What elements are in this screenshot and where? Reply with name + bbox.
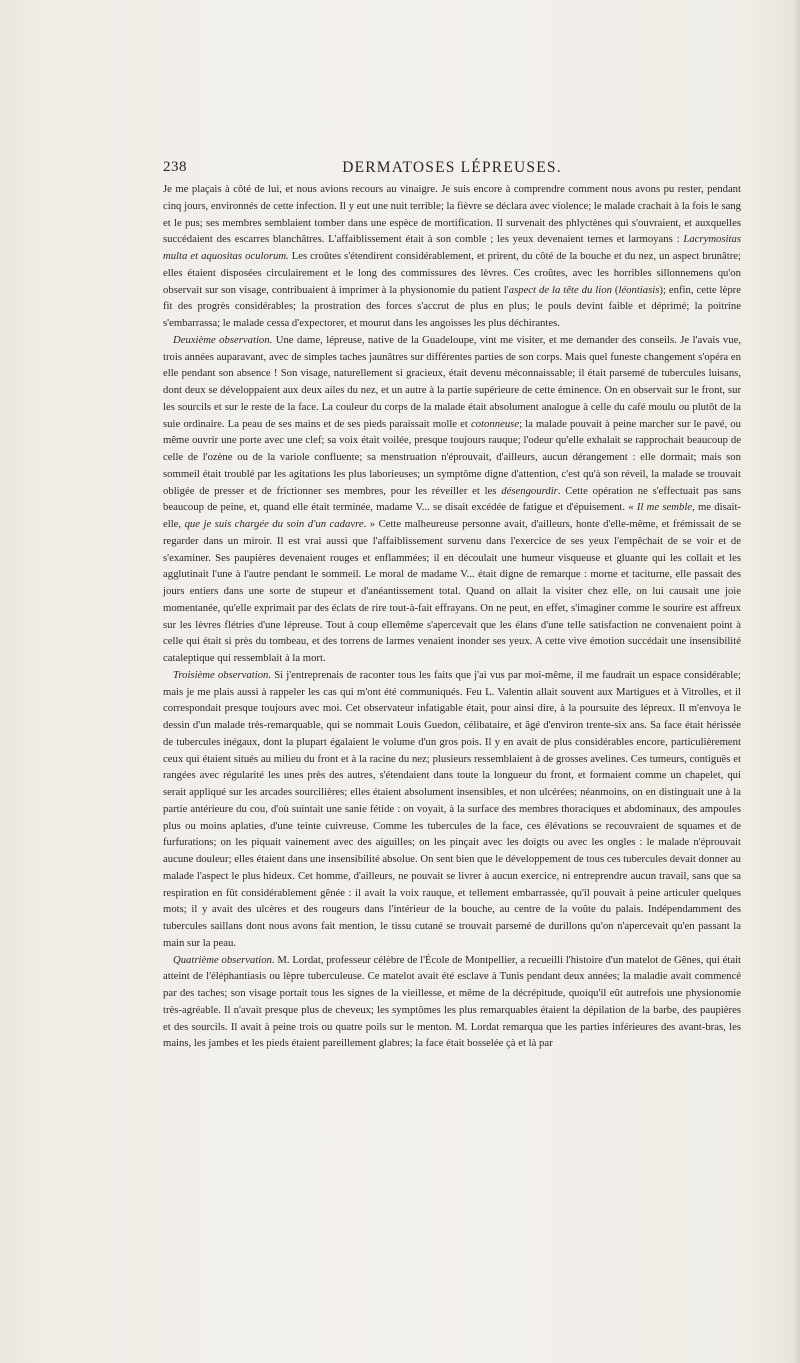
body-text (163, 181, 741, 1052)
text-run: Je me plaçais à côté de lui, et nous avions recours au vinaigre. Je suis encore à comprendre comment nous avons pu rester, pendant cinq jours, environnés de cette infection. Il y eut une nuit terrible; la fièvre se déclara avec violence; le malade crachait à la fois le sang et le pus; ses membres semblaient tomber dans une espèce de mortification. Il survenait des phlyctènes qui s'ouvraient, et auxquelles succédaient des escarres blanchâtres. L'affaiblissement était à son comble ; les yeux devenaient ternes et larmoyans : (163, 183, 741, 246)
running-title: DERMATOSES LÉPREUSES. (342, 159, 562, 176)
italic-run: Il me semble (636, 501, 693, 514)
italic-run: désengourdir (501, 484, 558, 497)
italic-run: cotonneuse (471, 417, 520, 430)
page-header (163, 159, 741, 181)
italic-run: Lacrymositas multa et aquositas oculorum. (163, 233, 741, 262)
italic-run: léontiasis (618, 283, 660, 296)
text-run: ; la malade pouvait à peine marcher sur le pavé, ou même ouvrir une porte avec une clef; sa voix était voilée, presque toujours rauque; l'odeur qu'elle exhalait se rapprochait beaucoup de celle de l'ozène ou de la variole confluente; sa menstruation n'éprouvait, d'ailleurs, aucun dérangement : elle dormait; mais son sommeil était troublé par les agitations les plus laborieuses; un symptôme digne d'attention, c'est qu'à son réveil, la malade se trouvait obligée de presser et de frictionner ses membres, pour les réveiller et les (163, 417, 741, 497)
paragraph-second-observation (163, 332, 741, 667)
italic-run: Quatrième observation. (173, 953, 275, 966)
text-run: M. Lordat, professeur célèbre de l'École de Montpellier, a recueilli l'histoire d'un matelot de Gênes, qui était atteint de l'éléphantiasis ou lèpre tuberculeuse. Ce matelot avait été esclave à Tunis pendant deux années; la maladie avait commencé par des taches; son visage portait tous les signes de la vieillesse, et même de la décrépitude, quoiqu'il eût autrefois une physionomie très-agréable. Il n'avait presque plus de cheveux; les symptômes les plus remarquables étaient la dépilation de la barbe, des paupières et des sourcils. Il avait à peine trois ou quatre poils sur le menton. M. Lordat remarqua que les parties inférieures des avant-bras, les mains, les jambes et les pieds étaient pareillement glabres; la face était bosselée çà et là par (163, 953, 742, 1050)
italic-run: aspect de la tête du lion (508, 283, 612, 296)
italic-run: que je suis chargée du soin d'un cadavre (184, 518, 364, 530)
text-run: Les croûtes s'étendirent considérablement, et prirent, du côté de la bouche et du nez, un aspect brunâtre; elles étaient disposées circulairement et le long des commissures des lèvres. Ces croûtes, avec les horribles sillonnemens qu'on observait sur son visage, contribuaient à imprimer à la physionomie du patient l' (163, 250, 741, 296)
text-run: ( (611, 283, 619, 296)
text-run: . » Cette malheureuse personne avait, d'ailleurs, honte d'elle-même, et frémissait de se regarder dans un miroir. Il est vrai aussi que l'affaiblissement survenu dans l'exercice de ses yeux l'empêchait de se voir et de s'examiner. Ses paupières devenaient rouges et enflammées; il en découlait une humeur visqueuse et gluante qui les collait et les agglutinait l'une à l'autre pendant le sommeil. Le moral de madame V... était digne de remarque : morne et taciturne, elle passait des jours entiers dans une sorte de stupeur et d'anéantissement total. Quand on allait la visiter chez elle, on lui causait une joie momentanée, qu'elle exprimait par des éclats de rire tout-à-fait effrayans. On ne peut, en effet, s'imaginer comme le sourire est affreux sur les lèvres flétries d'une lépreuse. Tout à coup ellemême s'apercevait que les élans d'une telle satisfaction ne convenaient point à celle qui était si près du tombeau, et des torrens de larmes venaient inonder ses yeux. A cette vive émotion succédait une insensibilité cataleptique qui ressemblait à la mort. (163, 518, 741, 664)
italic-run: Troisième observation. (173, 668, 272, 681)
text-run: Une dame, lépreuse, native de la Guadeloupe, vint me visiter, et me demander des conseils. Je l'avais vue, trois années auparavant, avec de simples taches jaunâtres sur différentes parties de son corps. Mais quel funeste changement s'opéra en elle pendant son absence ! Son visage, naturellement si gracieux, était devenu méconnaissable; il était parsemé de tubercules luisans, dont deux se développaient aux deux ailes du nez, et un autre à la partie supérieure de cette éminence. On en observait sur le front, sur les sourcils et sur le reste de la face. La couleur du corps de la malade était absolument analogue à celle du café moulu ou plutôt de la suie ordinaire. La peau de ses mains et de ses pieds paraissait molle et (163, 333, 741, 430)
paragraph-third-observation (163, 667, 741, 952)
text-run: ); enfin, cette lèpre fit des progrès considérables; la prostration des forces s'accrut de plus en plus; le pouls devint faible et déprimé; la poitrine s'embarrassa; le malade cessa d'expectorer, et mourut dans les angoisses les plus déchirantes. (163, 283, 741, 329)
page-number: 238 (163, 159, 187, 175)
page-edge (795, 0, 800, 1363)
paragraph-fourth-observation (163, 952, 741, 1053)
paragraph-continuation (163, 181, 741, 332)
text-run: . Cette opération ne s'effectuait pas sans beaucoup de peine, et, quand elle était terminée, madame V... se disait excédée de fatigue et d'épuisement. « (163, 484, 741, 514)
text-run: Si j'entreprenais de raconter tous les faits que j'ai vus par moi-même, il me faudrait un espace considérable; mais je me plais aussi à rappeler les cas qui m'ont été communiqués. Feu L. Valentin allait souvent aux Martigues et à Vitrolles, et il correspondait presque toujours avec moi. Cet observateur infatigable était, pour ainsi dire, à la poursuite des lépreux. Il m'envoya le dessin d'un malade très-remarquable, qui se nommait Louis Guedon, célibataire, et âgé d'environ trente-six ans. Sa face était hérissée de tubercules inégaux, dont la plupart égalaient le volume d'un gros pois. Il y en avait de plus considérables encore, particulièrement ceux qui étaient situés au milieu du front et à la racine du nez; plusieurs ressemblaient à de grosses avelines. Ces tumeurs, contiguës et rangées avec régularité les unes près des autres, s'étendaient dans toute la longueur du front, et formaient comme un chapelet, qui serait appliqué sur les arcades sourcilières; elles étaient absolument insensibles, et non ulcérées; néanmoins, on en distinguait une à la partie antérieure du cou, d'où suintait une sanie fétide : on voyait, à la surface des membres thoraciques et abdominaux, des ampoules plus ou moins aplaties, d'une teinte cuivreuse. Comme les tubercules de la face, ces élévations se recouvraient de squames et de furfurations; on les piquait vainement avec des aiguilles; on les pinçait avec les doigts ou avec les ongles : le malade n'éprouvait aucune douleur; elles étaient dans une insensibilité absolue. On sent bien que le développement de tous ces tubercules devait donner au malade l'aspect le plus hideux. Cet homme, d'ailleurs, ne pouvait se livrer à aucun exercice, ni entreprendre aucun travail, sans que sa respiration en fût considérablement gênée : il avait la voix rauque, et tellement embarrassée, qu'il pouvait à peine articuler quelques mots; il y avait des ulcères et des rougeurs dans l'intérieur de la bouche, au centre de la voûte du palais. Indépendamment des tubercules saillans dont nous avons fait mention, le tissu cutané se trouvait parsemé de durillons qu'on n'apercevait qu'en passant la main sur la peau. (163, 668, 741, 949)
text-run: , me disait-elle, (163, 501, 741, 530)
italic-run: Deuxième observation. (173, 333, 273, 346)
